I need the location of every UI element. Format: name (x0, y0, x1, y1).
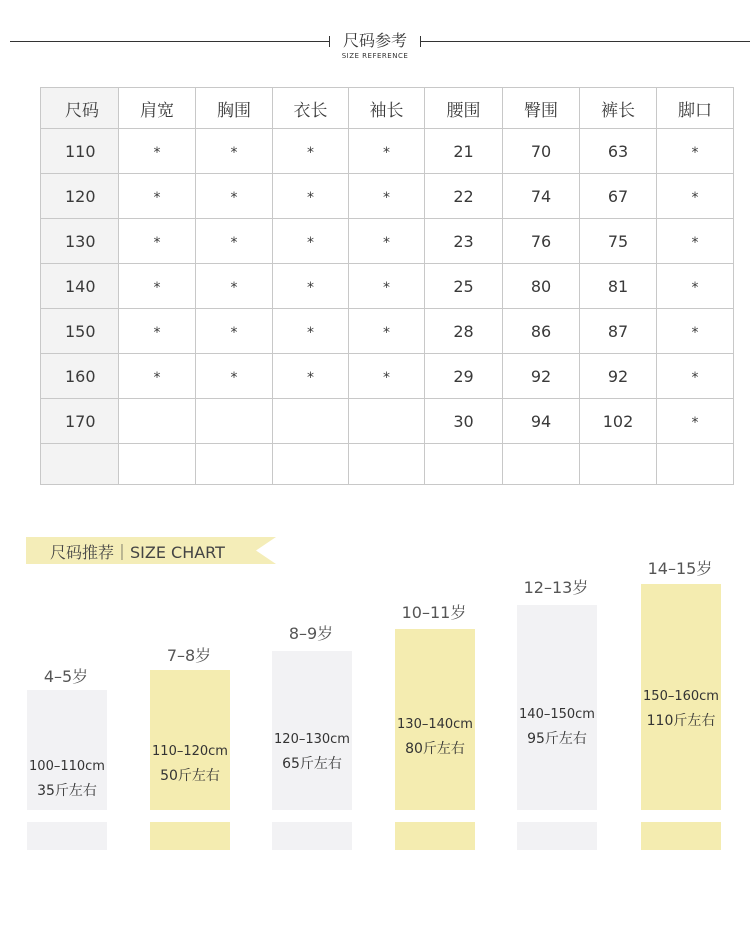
table-cell: 70 (503, 129, 580, 174)
table-cell: * (657, 264, 734, 309)
weight-range: 80斤左右 (405, 741, 465, 757)
size-cell: 110 (41, 129, 119, 174)
table-cell (349, 444, 425, 485)
table-row (41, 174, 734, 219)
table-cell: * (273, 354, 349, 399)
size-column-footer (641, 822, 721, 850)
table-cell: * (349, 174, 425, 219)
age-label: 14–15岁 (647, 559, 713, 578)
table-cell: * (196, 309, 273, 354)
table-cell: * (196, 264, 273, 309)
size-cell: 160 (41, 354, 119, 399)
weight-range: 35斤左右 (37, 783, 97, 799)
age-label: 4–5岁 (43, 667, 89, 686)
age-label: 7–8岁 (166, 646, 212, 665)
column-header: 臀围 (503, 88, 580, 129)
table-cell: * (273, 174, 349, 219)
table-cell: * (196, 219, 273, 264)
column-header: 裤长 (580, 88, 657, 129)
table-cell (196, 444, 273, 485)
column-header: 腰围 (425, 88, 503, 129)
size-cell: 150 (41, 309, 119, 354)
weight-range: 95斤左右 (527, 731, 587, 747)
table-cell (273, 444, 349, 485)
size-column-footer (150, 822, 230, 850)
table-cell: * (657, 354, 734, 399)
table-cell (580, 444, 657, 485)
table-cell: 76 (503, 219, 580, 264)
size-cell: 140 (41, 264, 119, 309)
height-range: 110–120cm (152, 744, 228, 759)
column-header: 肩宽 (119, 88, 196, 129)
size-column-footer (272, 822, 352, 850)
table-cell: 28 (425, 309, 503, 354)
table-cell: * (196, 354, 273, 399)
table-cell: * (119, 309, 196, 354)
column-header: 尺码 (41, 88, 119, 129)
column-header: 脚口 (657, 88, 734, 129)
size-table (40, 87, 734, 485)
table-cell: * (349, 219, 425, 264)
table-header-row (41, 88, 734, 129)
table-cell: * (657, 174, 734, 219)
table-row (41, 219, 734, 264)
table-cell: 94 (503, 399, 580, 444)
table-cell: * (119, 129, 196, 174)
table-cell: * (349, 129, 425, 174)
table-cell: * (273, 129, 349, 174)
size-cell: 130 (41, 219, 119, 264)
table-cell: 87 (580, 309, 657, 354)
table-cell: * (349, 309, 425, 354)
table-cell: * (273, 309, 349, 354)
table-cell: 92 (580, 354, 657, 399)
table-cell: 75 (580, 219, 657, 264)
table-cell: * (119, 174, 196, 219)
weight-range: 65斤左右 (282, 756, 342, 772)
height-range: 130–140cm (397, 717, 473, 732)
table-cell: 30 (425, 399, 503, 444)
table-cell: 63 (580, 129, 657, 174)
table-cell (273, 399, 349, 444)
header-title: 尺码参考 (342, 31, 407, 50)
table-cell: 21 (425, 129, 503, 174)
table-row (41, 309, 734, 354)
table-cell: * (657, 399, 734, 444)
size-cell: 120 (41, 174, 119, 219)
column-header: 袖长 (349, 88, 425, 129)
table-cell: 86 (503, 309, 580, 354)
table-cell: * (196, 174, 273, 219)
size-column-footer (517, 822, 597, 850)
height-range: 150–160cm (643, 689, 719, 704)
table-cell: 102 (580, 399, 657, 444)
table-row (41, 399, 734, 444)
table-cell (349, 399, 425, 444)
age-label: 10–11岁 (401, 603, 467, 622)
table-cell: * (119, 219, 196, 264)
table-cell: * (657, 129, 734, 174)
height-range: 100–110cm (29, 759, 105, 774)
size-column-footer (27, 822, 107, 850)
table-cell: * (196, 129, 273, 174)
age-label: 12–13岁 (523, 578, 589, 597)
table-cell: * (119, 264, 196, 309)
column-header: 衣长 (273, 88, 349, 129)
age-label: 8–9岁 (288, 624, 334, 643)
height-range: 140–150cm (519, 707, 595, 722)
table-cell: 80 (503, 264, 580, 309)
table-cell (503, 444, 580, 485)
table-cell: 92 (503, 354, 580, 399)
size-chart-banner-label: 尺码推荐｜SIZE CHART (50, 543, 225, 562)
table-cell: * (273, 219, 349, 264)
column-header: 胸围 (196, 88, 273, 129)
size-column-text (140, 739, 240, 789)
header-rule-left (10, 41, 330, 42)
table-cell (425, 444, 503, 485)
table-cell: 23 (425, 219, 503, 264)
table-cell (119, 399, 196, 444)
table-cell (119, 444, 196, 485)
table-cell: 25 (425, 264, 503, 309)
weight-range: 110斤左右 (646, 713, 716, 729)
table-cell (196, 399, 273, 444)
size-column-text (507, 702, 607, 752)
table-row (41, 129, 734, 174)
size-column-text (385, 712, 485, 762)
table-cell (657, 444, 734, 485)
table-cell: * (349, 354, 425, 399)
table-cell: 29 (425, 354, 503, 399)
size-column-text (631, 684, 731, 734)
size-column-text (17, 754, 117, 804)
table-cell: 67 (580, 174, 657, 219)
table-cell: * (657, 219, 734, 264)
table-cell: 81 (580, 264, 657, 309)
size-column-footer (395, 822, 475, 850)
size-cell (41, 444, 119, 485)
header-subtitle: SIZE REFERENCE (341, 52, 409, 60)
size-cell: 170 (41, 399, 119, 444)
table-cell: 22 (425, 174, 503, 219)
table-cell: * (119, 354, 196, 399)
size-column-text (262, 727, 362, 777)
header-rule-right (420, 41, 750, 42)
table-cell: * (657, 309, 734, 354)
table-row (41, 444, 734, 485)
table-row (41, 354, 734, 399)
table-cell: 74 (503, 174, 580, 219)
table-row (41, 264, 734, 309)
table-cell: * (349, 264, 425, 309)
height-range: 120–130cm (274, 732, 350, 747)
weight-range: 50斤左右 (160, 768, 220, 784)
table-cell: * (273, 264, 349, 309)
